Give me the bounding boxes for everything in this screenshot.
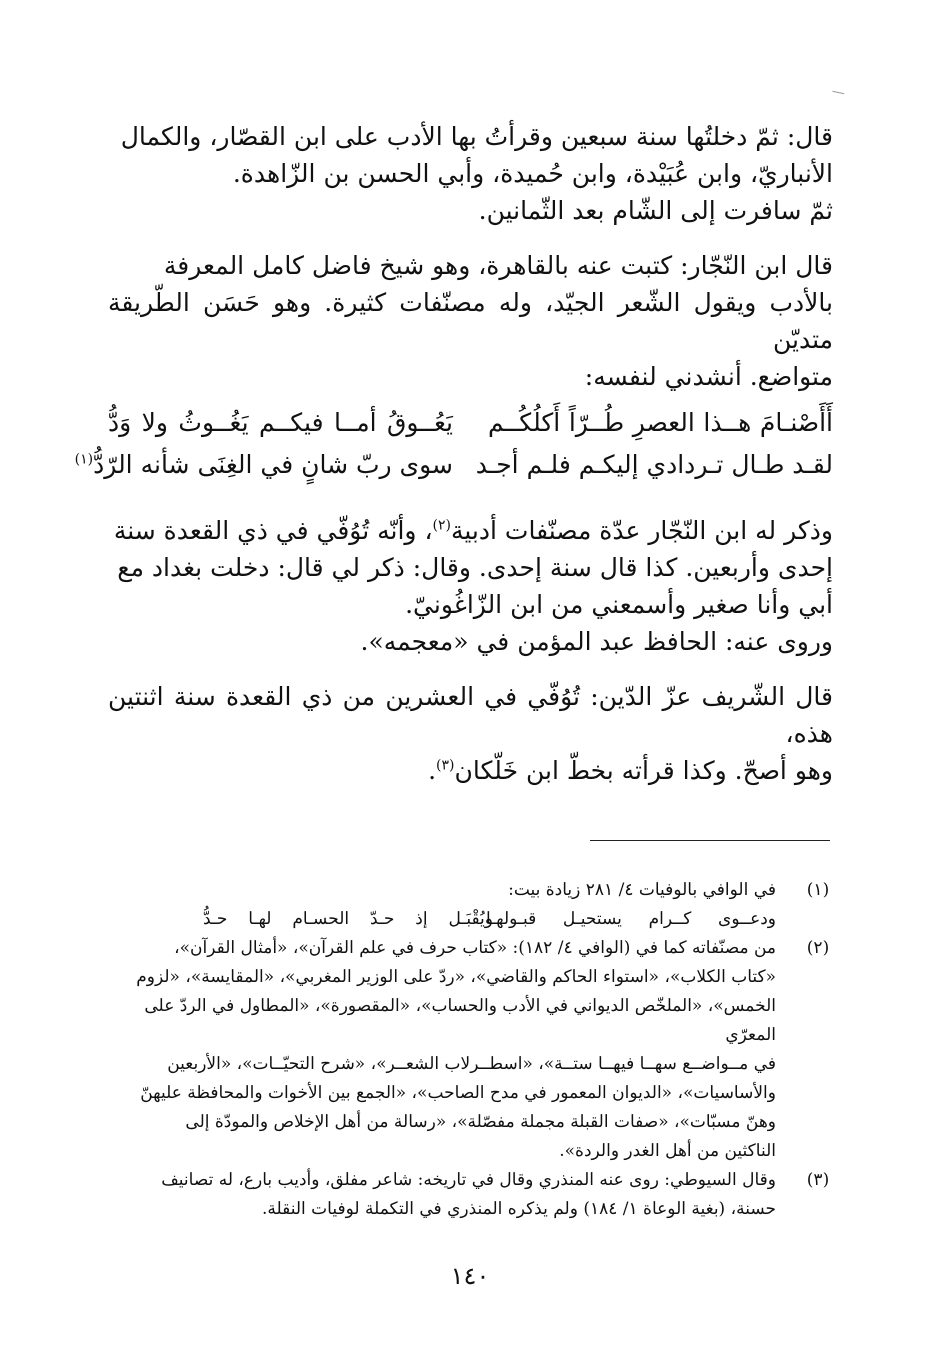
- footnote-separator: [590, 840, 830, 841]
- footnote-text: الناكثين من أهل الغدر والردة».: [559, 1141, 776, 1161]
- footnote-text: في الوافي بالوفيات ٤/ ٢٨١ زيادة بيت:: [508, 880, 776, 900]
- page-number: ١٤٠: [450, 1262, 490, 1290]
- text-span: وذكر له ابن النّجّار عدّة مصنّفات أدبية: [450, 516, 833, 545]
- footnotes: [108, 876, 838, 1224]
- verse-first-hemistich: لقـد طـال تـردادي إليكـم فلـم أجـد: [475, 450, 833, 479]
- verse-first-hemistich: ودعــوى كــرام يستحيـل قبـولهـا: [486, 909, 776, 929]
- footnote-text: في مــواضــع سهــا فيهــا ستــة»، «اسطــرلاب الشعــر»، «شرح التحيّــات»، «الأربعين: [167, 1054, 776, 1074]
- footnote-text: والأساسيات»، «الديوان المعمور في مدح الصاحب»، «الجمع بين الأخوات والمحافظة عليهنّ: [140, 1083, 776, 1103]
- footnote-text: وهنّ مسبّات»، «صفات القبلة مجملة مفصّلة»، «رسالة من أهل الإخلاص والمودّة إلى: [185, 1112, 776, 1132]
- text-line: ثمّ سافرت إلى الشّام بعد الثّمانين.: [478, 196, 833, 225]
- footnote-number: (٢): [806, 938, 830, 958]
- verse-text: سوى ربّ شانٍ في الغِنَى شأنه الرّدُّ: [93, 450, 453, 479]
- verse-second-hemistich: يَعُــوقُ أمــا فيكــم يَغُــوثُ ولا وَدُّ: [108, 408, 453, 437]
- verse-second-hemistich: ويُقْبَـل إذ حـدّ الحسـام لهـا حـدُّ: [203, 909, 493, 929]
- footnote-text: «كتاب الكلاب»، «استواء الحاكم والقاضي»، «ردّ على الوزير المغربي»، «المقايسة»، «لزوم: [136, 967, 776, 987]
- paragraph-1: [108, 118, 833, 229]
- footnote-number: (١): [806, 880, 830, 900]
- text-line: متواضع. أنشدني لنفسه:: [584, 362, 833, 391]
- text-line: قال الشّريف عزّ الدّين: تُوُفّي في العشرين من ذي القعدة سنة اثنتين هذه،: [108, 682, 833, 748]
- footnote-number: (٣): [806, 1170, 830, 1190]
- footnote-2: [108, 934, 838, 1166]
- text-line: [108, 512, 833, 549]
- footnote-1: [108, 876, 838, 934]
- text-span: وهو أصحّ. وكذا قرأته بخطّ ابن خَلّكان: [454, 756, 833, 785]
- verse-line: [108, 408, 833, 450]
- poem: [74, 408, 833, 492]
- footnote-ref: (٢): [432, 517, 451, 534]
- main-text-bottom: [108, 512, 833, 789]
- text-line: أبي وأنا صغير وأسمعني من ابن الزّاغُونيّ.: [405, 590, 833, 619]
- footnote-text: وقال السيوطي: روى عنه المنذري وقال في تاريخه: شاعر مفلق، وأديب بارع، له تصانيف: [161, 1170, 776, 1190]
- footnote-3: [108, 1166, 838, 1224]
- scan-mark: [832, 91, 845, 97]
- text-line: [108, 752, 833, 789]
- paragraph-3: [108, 512, 833, 660]
- text-span: .: [428, 756, 437, 785]
- text-line: إحدى وأربعين. كذا قال سنة إحدى. وقال: ذكر لي قال: دخلت بغداد مع: [117, 553, 833, 582]
- footnote-text: الخمس»، «الملخّص الديواني في الأدب والحساب»، «المقصورة»، «المطاول في الردّ على المعرّي: [144, 996, 776, 1045]
- verse-second-hemistich: [74, 450, 453, 479]
- text-line: الأنباريّ، وابن عُبَيْدة، وابن حُميدة، وأبي الحسن بن الزّاهدة.: [232, 159, 833, 188]
- text-line: وروى عنه: الحافظ عبد المؤمن في «معجمه».: [360, 627, 833, 656]
- paragraph-2: [108, 247, 833, 395]
- verse-first-hemistich: أَأَصْنـامَ هــذا العصرِ طُــرّاً أَكلُكُــم: [488, 408, 833, 437]
- footnote-verse: [108, 905, 776, 934]
- footnote-text: من مصنّفاته كما في (الوافي ٤/ ١٨٢): «كتاب حرف في علم القرآن»، «أمثال القرآن»،: [174, 938, 776, 958]
- text-span: ، وأنّه تُوُفّي في ذي القعدة سنة: [113, 516, 433, 545]
- paragraph-4: [108, 678, 833, 789]
- footnote-text: حسنة، (بغية الوعاة ١/ ١٨٤) ولم يذكره المنذري في التكملة لوفيات النقلة.: [262, 1199, 776, 1219]
- verse-line: [74, 450, 833, 492]
- text-line: قال ابن النّجّار: كتبت عنه بالقاهرة، وهو شيخ فاضل كامل المعرفة: [163, 251, 833, 280]
- main-text-top: [108, 118, 833, 395]
- footnote-ref: (٣): [436, 757, 455, 774]
- text-line: قال: ثمّ دخلتُها سنة سبعين وقرأتُ بها الأدب على ابن القصّار، والكمال: [120, 122, 833, 151]
- text-line: بالأدب ويقول الشّعر الجيّد، وله مصنّفات كثيرة. وهو حَسَن الطّريقة متديّن: [108, 288, 833, 354]
- footnote-ref: (١): [74, 451, 94, 468]
